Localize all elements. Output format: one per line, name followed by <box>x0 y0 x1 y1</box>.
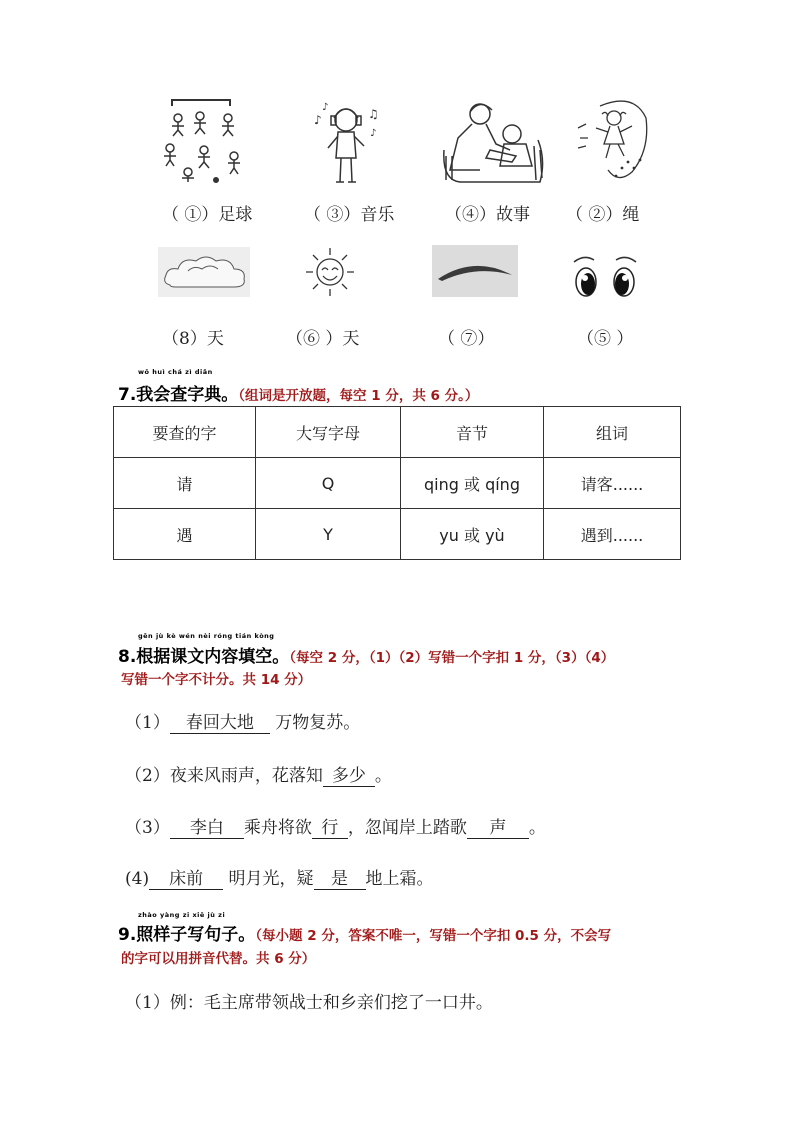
table-header-cell: 音节 <box>401 407 544 458</box>
picture-caption: （ ③）音乐 <box>304 205 395 225</box>
q9-title: 9.照样子写句子。 <box>118 925 256 945</box>
table-cell: Q <box>256 458 401 509</box>
table-cell: Y <box>256 509 401 560</box>
line-text: 地上霜。 <box>365 869 434 889</box>
line-text: 明月光，疑 <box>228 869 314 889</box>
table-header-cell: 大写字母 <box>256 407 401 458</box>
eyes-icon <box>570 252 640 300</box>
q9-pinyin: zhào yàng zi xiě jù zi <box>138 911 226 919</box>
example-sentence: （1）例：毛主席带领战士和乡亲们挖了一口井。 <box>125 993 493 1013</box>
picture-caption: （ ①）足球 <box>162 205 253 225</box>
line-text: ，忽闻岸上踏歌 <box>347 818 467 838</box>
picture-caption: （④）故事 <box>445 205 530 225</box>
line-text: 。 <box>374 766 392 786</box>
table-cell: 请 <box>114 458 256 509</box>
table-header-cell: 要查的字 <box>114 407 256 458</box>
fill-line-4 <box>125 864 434 890</box>
q8-pinyin: gēn jù kè wén nèi róng tián kòng <box>138 632 275 640</box>
fill-line-1 <box>125 708 360 734</box>
answer-blank: 是 <box>314 869 366 890</box>
svg-text:♪: ♪ <box>322 102 329 113</box>
table-cell: 遇到...... <box>544 509 681 560</box>
fill-line-3 <box>125 813 546 839</box>
table-cell: 请客...... <box>544 458 681 509</box>
table-cell: yu 或 yù <box>401 509 544 560</box>
girl-listening-music-icon <box>308 96 384 188</box>
line-text: 乘舟将欲 <box>243 818 312 838</box>
table-cell: 遇 <box>114 509 256 560</box>
q9-heading <box>118 920 611 945</box>
line-text: （2）夜来风雨声，花落知 <box>125 766 323 786</box>
answer-blank: 多少 <box>323 766 375 787</box>
svg-text:♪: ♪ <box>314 113 322 127</box>
table-header-row <box>114 407 681 458</box>
q7-pinyin: wǒ huì chá zì diǎn <box>138 368 213 376</box>
table-header-cell: 组词 <box>544 407 681 458</box>
q9-note-continued: 的字可以用拼音代替。共 6 分） <box>121 951 316 967</box>
q8-heading <box>118 642 614 667</box>
clouds-icon <box>158 247 250 297</box>
q7-title: 7.我会查字典。 <box>118 385 239 405</box>
answer-blank: 声 <box>467 818 529 839</box>
picture-caption: （ ②）绳 <box>566 205 640 225</box>
q8-title: 8.根据课文内容填空。 <box>118 647 290 667</box>
picture-caption: （⑤ ） <box>577 329 634 349</box>
fill-line-2 <box>125 761 392 787</box>
answer-blank: 床前 <box>149 869 223 890</box>
answer-blank: 行 <box>312 818 348 839</box>
item-number: （3） <box>125 818 170 838</box>
children-playing-football-icon <box>158 96 250 188</box>
line-text: 万物复苏。 <box>275 713 361 733</box>
smiling-sun-icon <box>300 244 360 300</box>
table-cell: qing 或 qíng <box>401 458 544 509</box>
answer-blank: 春回大地 <box>170 713 270 734</box>
q8-note-continued: 写错一个字不计分。共 14 分） <box>121 672 312 688</box>
table-row <box>114 509 681 560</box>
answer-blank: 李白 <box>170 818 244 839</box>
mother-reading-story-icon <box>440 100 548 186</box>
line-text: 。 <box>528 818 546 838</box>
svg-text:♪: ♪ <box>370 128 377 139</box>
picture-caption: （ ⑦） <box>438 329 495 349</box>
picture-caption: （8）天 <box>162 329 224 349</box>
table-row <box>114 458 681 509</box>
picture-caption: （⑥ ）天 <box>286 329 360 349</box>
item-number: （1） <box>125 713 170 733</box>
q7-note: （组词是开放题，每空 1 分，共 6 分。） <box>238 388 479 404</box>
q7-heading <box>118 380 478 405</box>
eyebrow-icon <box>432 245 518 297</box>
q9-note: （每小题 2 分，答案不唯一，写错一个字扣 0.5 分，不会写 <box>255 928 612 944</box>
item-number: (4) <box>125 869 150 889</box>
svg-text:♫: ♫ <box>368 107 379 121</box>
q8-note: （每空 2 分，（1）（2）写错一个字扣 1 分，（3）（4） <box>289 650 615 666</box>
girl-skipping-rope-icon <box>574 98 654 186</box>
dictionary-table <box>113 406 681 560</box>
